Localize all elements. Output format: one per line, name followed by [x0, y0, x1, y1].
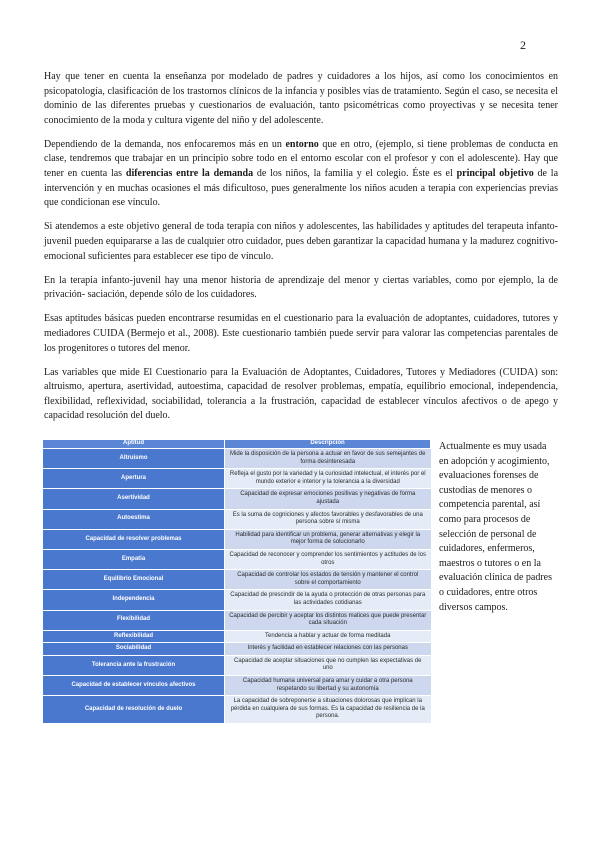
cell-descripcion: Capacidad de aceptar situaciones que no cumplen las expectativas de uno — [225, 655, 431, 675]
bold-entorno: entorno — [285, 138, 319, 150]
table-row — [43, 489, 431, 509]
cell-descripcion: Capacidad de reconocer y comprender los sentimientos y actitudes de los otros — [225, 549, 431, 569]
document-body — [44, 70, 558, 433]
text-run: de la intervención y en muchas ocasiones el más dificultoso, pues generalmente los niños acuden a terapia con experiencias previas que condicionan ese vínculo. — [44, 168, 559, 209]
paragraph-objetivo: Si atendemos a este objetivo general de toda terapia con niños y adolescentes, las habilidades y aptitudes del terapeuta infanto-juvenil pueden equipararse a las de cualquier otro cuidador, pues deben garantizar la capacidad humana y la madurez cognitivo-emocional suficientes para establecer ese tipo de vínculo. — [44, 221, 558, 262]
cell-descripcion: Capacidad humana universal para amar y cuidar a otra persona respetando su libertad y su autonomía — [225, 676, 431, 696]
cell-aptitud: Tolerancia ante la frustración — [43, 655, 225, 675]
header-aptitud: Aptitud — [43, 440, 225, 449]
text-run: de los niños, la familia y el colegio. Éste es el — [253, 168, 457, 180]
cell-aptitud: Flexibilidad — [43, 610, 225, 630]
cell-aptitud: Apertura — [43, 469, 225, 489]
bold-diferencias: diferencias entre la demanda — [125, 168, 254, 180]
table-row — [43, 696, 431, 723]
cell-aptitud: Capacidad de resolver problemas — [43, 529, 225, 549]
paragraph-cuida: Esas aptitudes básicas pueden encontrarse resumidas en el cuestionario para la evaluación de adoptantes, cuidadores, tutores y mediadores CUIDA (Bermejo et al., 2008). Este cuestionario también puede servir para valorar las competencias parentales de los progenitores o tutores del menor. — [44, 313, 558, 354]
cell-aptitud: Asertividad — [43, 489, 225, 509]
cell-descripcion: Tendencia a hablar y actuar de forma meditada — [225, 630, 431, 643]
page-number: 2 — [520, 38, 526, 52]
cell-descripcion: Habilidad para identificar un problema, generar alternativas y elegir la mejor forma de solucionarlo — [225, 529, 431, 549]
cell-descripcion: Mide la disposición de la persona a actuar en favor de sus semejantes de forma desinteresada — [225, 449, 431, 469]
table-row — [43, 655, 431, 675]
table-row — [43, 590, 431, 610]
table-row — [43, 449, 431, 469]
table-body — [43, 449, 431, 724]
table-row — [43, 529, 431, 549]
cell-aptitud: Empatía — [43, 549, 225, 569]
cell-aptitud: Altruismo — [43, 449, 225, 469]
paragraph-terapia: En la terapia infanto-juvenil hay una menor historia de aprendizaje del menor y ciertas variables, como por ejemplo, la de privación- saciación, depende sólo de los cuidadores. — [44, 274, 558, 301]
cell-descripcion: Refleja el gusto por la variedad y la curiosidad intelectual, el interés por el mundo exterior e interior y la tolerancia a la diversidad — [225, 469, 431, 489]
table-row — [43, 630, 431, 643]
paragraph-variables: Las variables que mide El Cuestionario para la Evaluación de Adoptantes, Cuidadores, Tutores y Mediadores (CUIDA) son: altruismo, apertura, asertividad, autoestima, capacidad de resolver problemas, empatía, equilibrio emocional, independencia, flexibilidad, reflexividad, sociabilidad, tolerancia a la frustración, capacidad de establecer vínculos afectivos o de apego y capacidad resolución del duelo. — [44, 366, 558, 422]
cell-descripcion: Capacidad de controlar los estados de tensión y mantener el control sobre el comportamiento — [225, 570, 431, 590]
side-note: Actualmente es muy usada en adopción y acogimiento, evaluaciones forenses de custodias de menores o competencia parental, así como para procesos de selección de personal de cuidadores, enfermeros, maestros o tutores o en la evaluación clínica de padres o cuidadores, entre otros diversos campos. — [439, 441, 552, 613]
table-header-row — [43, 440, 431, 449]
cell-aptitud: Independencia — [43, 590, 225, 610]
paragraph-demanda — [44, 138, 558, 211]
cell-descripcion: Capacidad de expresar emociones positivas y negativas de forma ajustada — [225, 489, 431, 509]
cell-descripcion: Capacidad de prescindir de la ayuda o protección de otras personas para las actividades cotidianas — [225, 590, 431, 610]
table-row — [43, 570, 431, 590]
header-descripcion: Descripción — [225, 440, 431, 449]
cell-aptitud: Autoestima — [43, 509, 225, 529]
cell-aptitud: Reflexibilidad — [43, 630, 225, 643]
paragraph-modelado: Hay que tener en cuenta la enseñanza por modelado de padres y cuidadores a los hijos, así como los conocimientos en psicopatología, clasificación de los trastornos clínicos de la infancia y posibles vías de tratamiento. Según el caso, se necesita el dominio de las diferentes pruebas y cuestionarios de evaluación, tanto psicométricas como proyectivas y se necesita tener conocimiento de la moda y cultura vigente del niño y del adolescente. — [44, 71, 558, 126]
table-row — [43, 676, 431, 696]
text-run: que en otro, (ejemplo, si tiene problemas de conducta en clase, tendremos que trabajar en un principio sobre todo en el entorno escolar con el profesor y con el adolescente). Hay que tener en cuenta las — [44, 138, 558, 180]
aptitudes-table — [43, 440, 431, 723]
bold-objetivo: principal objetivo — [456, 168, 534, 180]
cell-aptitud: Equilibrio Emocional — [43, 570, 225, 590]
cell-descripcion: La capacidad de sobreponerse a situaciones dolorosas que implican la pérdida en cualquiera de sus formas. Es la capacidad de resiliencia de la persona. — [225, 696, 431, 723]
table-row — [43, 643, 431, 656]
text-run: Dependiendo de la demanda, nos enfocaremos más en un — [44, 138, 286, 150]
cell-descripcion: Es la suma de cogniciones y afectos favorables y desfavorables de una persona sobre sí misma — [225, 509, 431, 529]
cell-aptitud: Capacidad de resolución de duelo — [43, 696, 225, 723]
table-row — [43, 509, 431, 529]
table-row — [43, 549, 431, 569]
cell-aptitud: Capacidad de establecer vínculos afectivos — [43, 676, 225, 696]
cell-aptitud: Sociabilidad — [43, 643, 225, 656]
cell-descripcion: Interés y facilidad en establecer relaciones con las personas — [225, 643, 431, 656]
table-row — [43, 610, 431, 630]
table-row — [43, 469, 431, 489]
cell-descripcion: Capacidad de percibir y aceptar los distintos matices que puede presentar cada situación — [225, 610, 431, 630]
